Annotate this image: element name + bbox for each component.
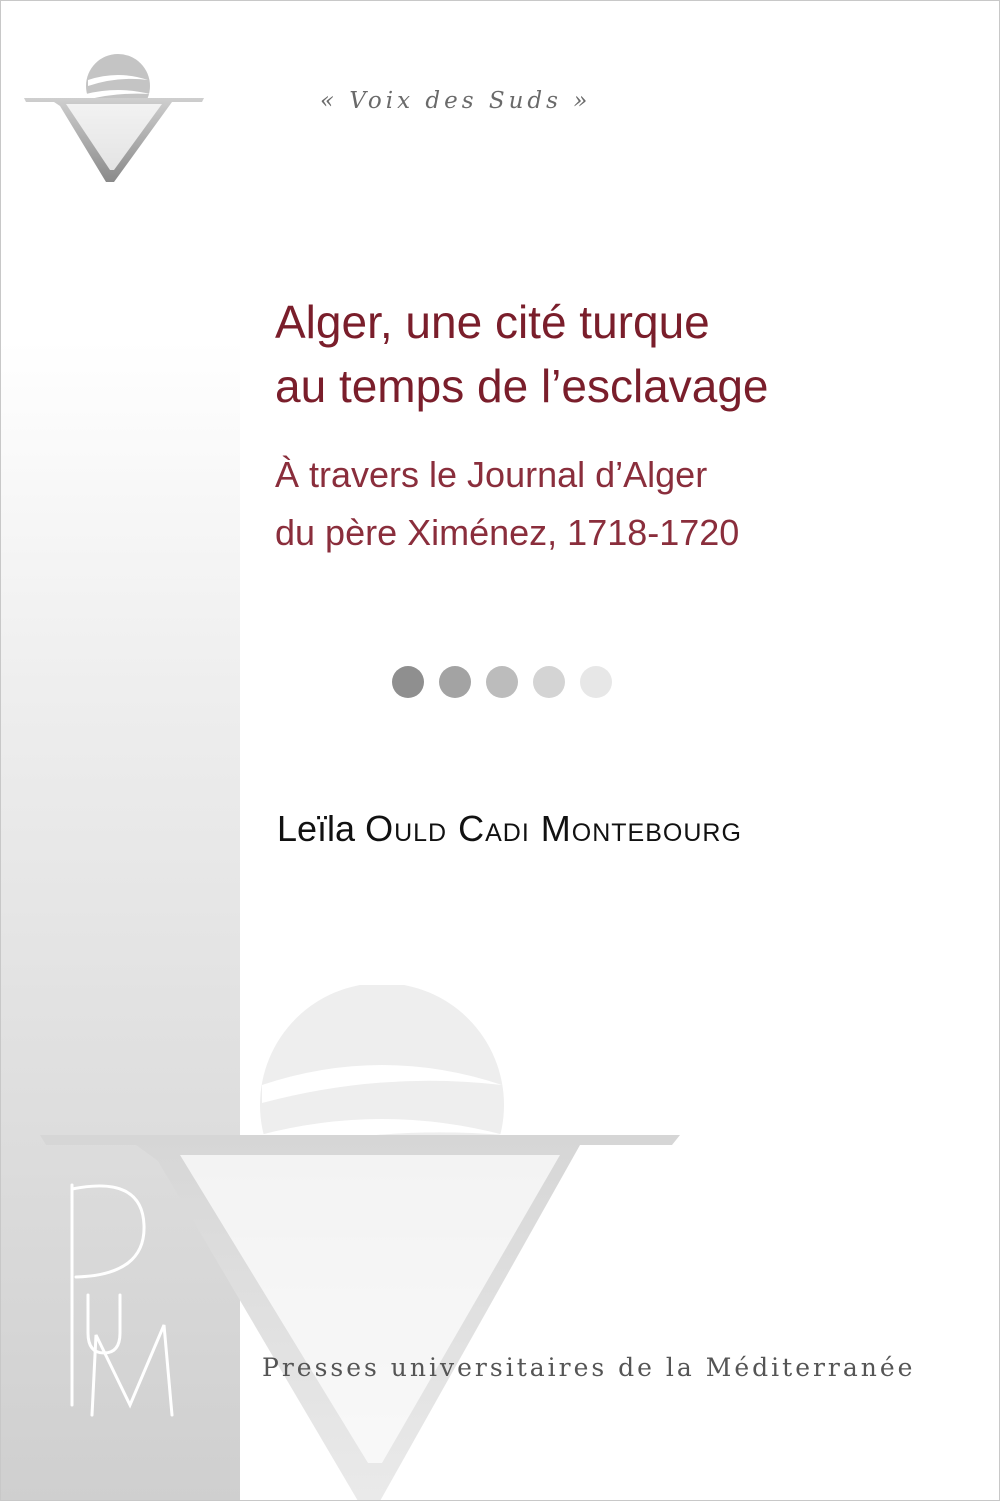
pum-monogram-icon	[52, 1165, 212, 1425]
voix-des-suds-logo-icon	[22, 50, 204, 185]
publisher-name: Presses universitaires de la Méditerranée	[262, 1353, 916, 1382]
dot-2	[439, 666, 471, 698]
book-subtitle	[275, 446, 975, 562]
dot-3	[486, 666, 518, 698]
subtitle-line-2: du père Ximénez, 1718-1720	[275, 512, 740, 553]
dot-5	[580, 666, 612, 698]
author-last-name: Ould Cadi Montebourg	[365, 808, 742, 849]
title-line-1: Alger, une cité turque	[275, 296, 710, 348]
decorative-dots	[392, 666, 612, 698]
subtitle-line-1: À travers le Journal d’Alger	[275, 454, 708, 495]
author-first-name: Leïla	[277, 808, 356, 849]
dot-1	[392, 666, 424, 698]
collection-name: « Voix des Suds »	[320, 88, 592, 114]
author-name	[277, 808, 977, 850]
dot-4	[533, 666, 565, 698]
book-title	[275, 290, 975, 418]
title-line-2: au temps de l’esclavage	[275, 360, 769, 412]
